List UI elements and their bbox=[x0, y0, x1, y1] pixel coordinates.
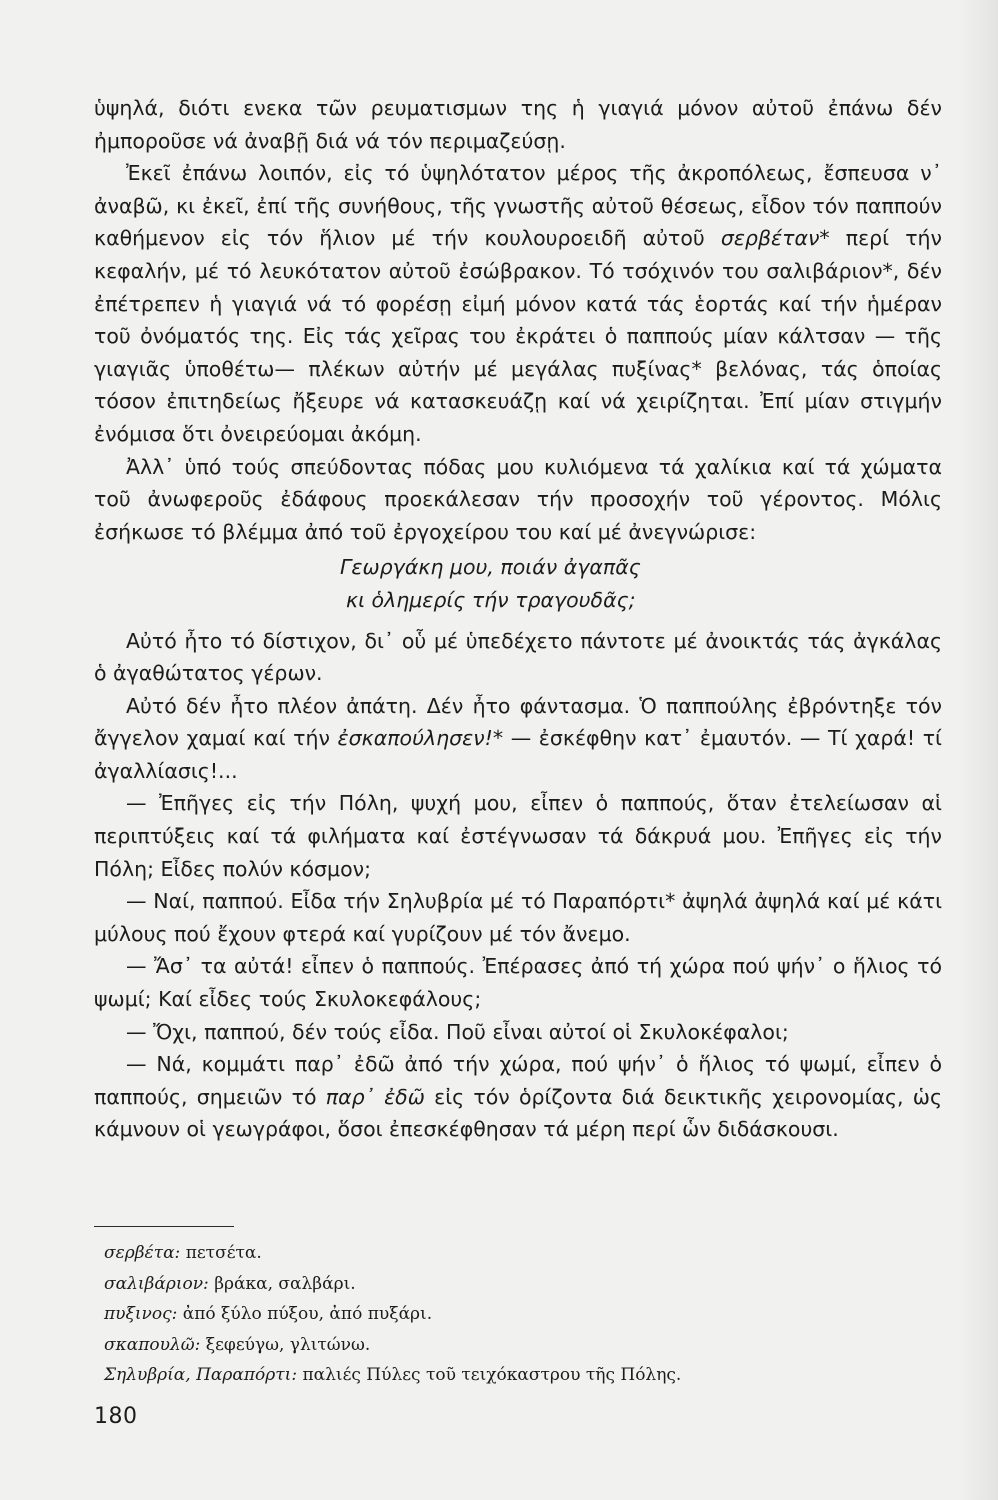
paragraph-5: Αὐτό δέν ἦτο πλέον ἀπάτη. Δέν ἦτο φάντασμα. Ὁ παππούλης ἐβρόντηξε τόν ἄγγελον χαμαί καί τήν ἐσκαπούλησεν!* — ἐσκέφθην κατ᾽ ἐμαυτόν. — Τί χαρά! τί ἀγαλλίασις!... bbox=[94, 693, 942, 783]
term-eskapoulisen: ἐσκαπούλησεν!* bbox=[337, 726, 504, 751]
footnote: σαλιβάριον: βράκα, σαλβάρι. bbox=[104, 1273, 356, 1294]
footnote: σερβέτα: πετσέτα. bbox=[104, 1243, 262, 1263]
paragraph-10: — Νά, κομμάτι παρ᾽ ἐδῶ ἀπό τήν χώρα, πού ψήν᾽ ὁ ἥλιος τό ψωμί, εἶπεν ὁ παππούς, σημειῶν τό παρ᾽ ἐδῶ εἰς τόν ὁρίζοντα διά δεικτικῆς χειρονομίας, ὡς κάμνουν οἱ γεωγράφοι, ὅσοι ἐπεσκέφθησαν τά μέρη περί ὧν διδάσκουσι. bbox=[94, 1052, 942, 1142]
footnote: Σηλυβρία, Παραπόρτι: παλιές Πύλες τοῦ τειχόκαστρου τῆς Πόλης. bbox=[104, 1365, 682, 1385]
paragraph-8: — Ἄσ᾽ τα αὐτά! εἶπεν ὁ παππούς. Ἐπέρασες ἀπό τή χώρα πού ψήν᾽ ο ἥλιος τό ψωμί; Καί εἶδες τούς Σκυλοκεφάλους; bbox=[94, 954, 942, 1012]
paragraph-7: — Ναί, παππού. Εἶδα τήν Σηλυβρία μέ τό Παραπόρτι* ἀψηλά ἀψηλά καί μέ κάτι μύλους πού ἔχουν φτερά καί γυρίζουν μέ τόν ἄνεμο. bbox=[94, 889, 942, 946]
verse-couplet bbox=[94, 551, 942, 616]
page-number: 180 bbox=[94, 1404, 138, 1429]
paragraph-3: Ἀλλ᾽ ὑπό τούς σπεύδοντας πόδας μου κυλιόμενα τά χαλίκια καί τά χώματα τοῦ ἀνωφεροῦς ἐδάφους προεκάλεσαν τήν προσοχήν τοῦ γέροντος. Μόλις ἐσήκωσε τό βλέμμα ἀπό τοῦ ἐργοχείρου του καί μέ ἀνεγνώρισε: bbox=[94, 454, 942, 544]
paragraph-9: — Ὄχι, παππού, δέν τούς εἶδα. Ποῦ εἶναι αὐτοί οἱ Σκυλοκέφαλοι; bbox=[126, 1019, 789, 1044]
paragraph-1: ὑψηλά, διότι ενεκα τῶν ρευματισμων της ἡ γιαγιά μόνον αὐτοῦ ἐπάνω δέν ἠμποροῦσε νά ἀναβῇ διά νά τόν περιμαζεύσῃ. bbox=[94, 96, 942, 153]
paragraph-2: Ἐκεῖ ἐπάνω λοιπόν, εἰς τό ὑψηλότατον μέρος τῆς ἀκροπόλεως, ἔσπευσα ν᾽ ἀναβῶ, κι ἐκεῖ, ἐπί τῆς συνήθους, τῆς γνωστῆς αὐτοῦ θέσεως, εἶδον τόν παππούν καθήμενον εἰς τόν ἥλιον μέ τήν κουλουροειδῆ αὐτοῦ σερβέταν* περί τήν κεφαλήν, μέ τό λευκότατον αὐτοῦ ἐσώβρακον. Τό τσόχινόν του σαλιβάριον*, δέν ἐπέτρεπεν ἡ γιαγιά νά τό φορέσῃ εἰμή μόνον κατά τάς ἑορτάς καί τήν ἡμέραν τοῦ ὀνόματός της. Εἰς τάς χεῖρας του ἐκράτει ὁ παππούς μίαν κάλτσαν — τῆς γιαγιᾶς ὑποθέτω— πλέκων αὐτήν μέ μεγάλας πυξίνας* βελόνας, τάς ὁποίας τόσον ἐπιτηδείως ἤξευρε νά κατασκευάζῃ καί νά χειρίζηται. Ἐπί μίαν στιγμήν ἐνόμισα ὅτι ὀνειρεύομαι ἀκόμη. bbox=[94, 161, 942, 446]
footnote: σκαπουλῶ: ξεφεύγω, γλιτώνω. bbox=[104, 1334, 371, 1355]
page-edge-shadow bbox=[958, 0, 998, 1500]
footnote-rule bbox=[94, 1226, 234, 1227]
verse-line-2: κι ὁλημερίς τήν τραγουδᾶς; bbox=[346, 587, 636, 612]
paragraph-4: Αὐτό ἦτο τό δίστιχον, δι᾽ οὗ μέ ὑπεδέχετο πάντοτε μέ ἀνοικτάς τάς ἀγκάλας ὁ ἀγαθώτατος γέρων. bbox=[94, 628, 942, 686]
footnote: πυξινος: ἀπό ξύλο πύξου, ἀπό πυξάρι. bbox=[104, 1304, 433, 1324]
paragraph-6: — Ἐπῆγες εἰς τήν Πόλη, ψυχή μου, εἶπεν ὁ παππούς, ὅταν ἐτελείωσαν αἱ περιπτύξεις καί τά φιλήματα καί ἐστέγνωσαν τά δάκρυά μου. Ἐπῆγες εἰς τήν Πόλη; Εἶδες πολύν κόσμον; bbox=[94, 791, 942, 881]
term-par-edo: παρ᾽ ἐδῶ bbox=[325, 1084, 425, 1109]
main-text bbox=[94, 92, 942, 1146]
term-serbetan: σερβέταν* bbox=[720, 226, 830, 251]
footnotes bbox=[104, 1238, 884, 1391]
verse-line-1: Γεωργάκη μου, ποιάν ἀγαπᾶς bbox=[340, 555, 641, 580]
